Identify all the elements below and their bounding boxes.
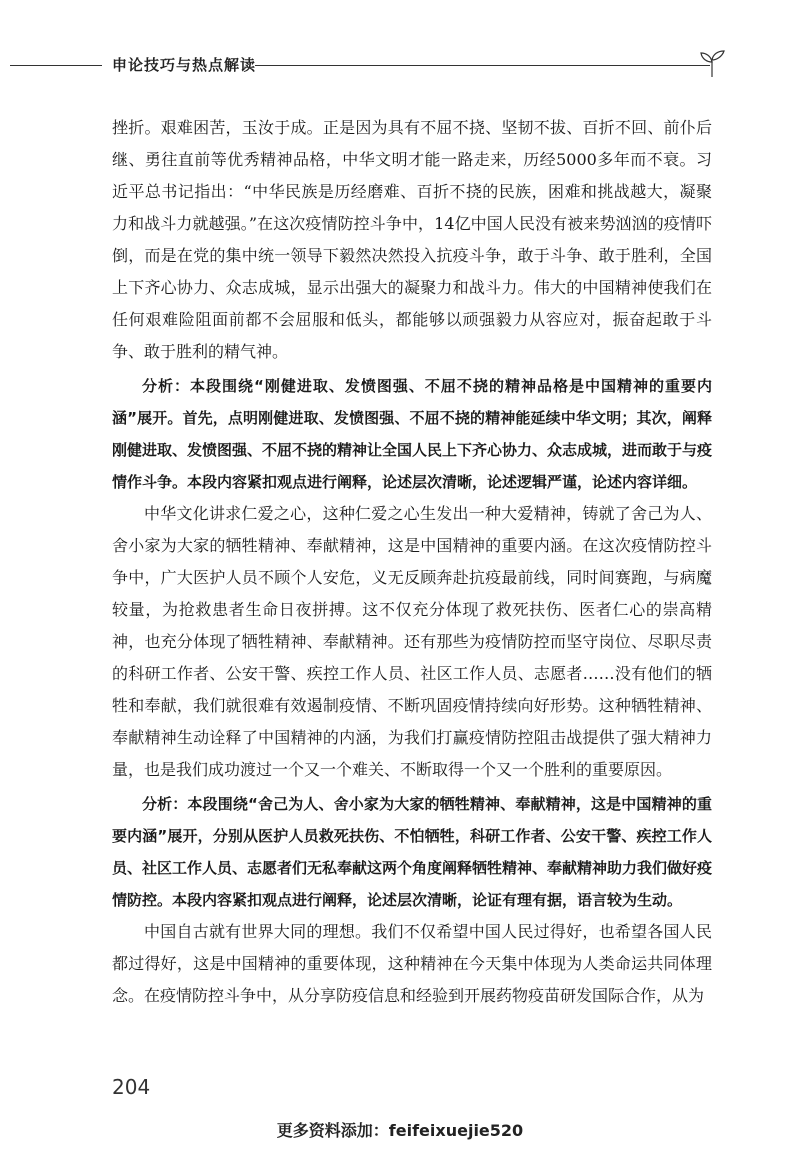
- page-content: [112, 112, 712, 1012]
- header-rule-left: [10, 65, 102, 66]
- body-paragraph-1: 挫折。艰难困苦，玉汝于成。正是因为具有不屈不挠、坚韧不拔、百折不回、前仆后继、勇往直前等优秀精神品格，中华文明才能一路走来，历经5000多年而不衰。习近平总书记指出：“中华民族是历经磨难、百折不挠的民族，困难和挑战越大，凝聚力和战斗力就越强。”在这次疫情防控斗争中，14亿中国人民没有被来势汹汹的疫情吓倒，而是在党的集中统一领导下毅然决然投入抗疫斗争，敢于斗争、敢于胜利，全国上下齐心协力、众志成城，显示出强大的凝聚力和战斗力。伟大的中国精神使我们在任何艰难险阻面前都不会屈服和低头，都能够以顽强毅力从容应对，振奋起敢于斗争、敢于胜利的精气神。: [112, 118, 712, 361]
- analysis-paragraph-1: 分析：本段围绕“刚健进取、发愤图强、不屈不挠的精神品格是中国精神的重要内涵”展开。首先，点明刚健进取、发愤图强、不屈不挠的精神能延续中华文明；其次，阐释刚健进取、发愤图强、不屈不挠的精神让全国人民上下齐心协力、众志成城，进而敢于与疫情作斗争。本段内容紧扣观点进行阐释，论述层次清晰，论述逻辑严谨，论述内容详细。: [112, 377, 713, 491]
- body-paragraph-2: 中华文化讲求仁爱之心，这种仁爱之心生发出一种大爱精神，铸就了舍己为人、舍小家为大家的牺牲精神、奉献精神，这是中国精神的重要内涵。在这次疫情防控斗争中，广大医护人员不顾个人安危，义无反顾奔赴抗疫最前线，同时间赛跑，与病魔较量，为抢救患者生命日夜拼搏。这不仅充分体现了救死扶伤、医者仁心的崇高精神，也充分体现了牺牲精神、奉献精神。还有那些为疫情防控而坚守岗位、尽职尽责的科研工作者、公安干警、疾控工作人员、社区工作人员、志愿者……没有他们的牺牲和奉献，我们就很难有效遏制疫情、不断巩固疫情持续向好形势。这种牺牲精神、奉献精神生动诠释了中国精神的内涵，为我们打赢疫情防控阻击战提供了强大精神力量，也是我们成功渡过一个又一个难关、不断取得一个又一个胜利的重要原因。: [112, 504, 712, 779]
- analysis-paragraph-2: 分析：本段围绕“舍己为人、舍小家为大家的牺牲精神、奉献精神，这是中国精神的重要内涵”展开，分别从医护人员救死扶伤、不怕牺牲，科研工作者、公安干警、疾控工作人员、社区工作人员、志愿者们无私奉献这两个角度阐释牺牲精神、奉献精神助力我们做好疫情防控。本段内容紧扣观点进行阐释，论述层次清晰，论证有理有据，语言较为生动。: [112, 795, 713, 909]
- watermark-text: 更多资料添加：feifeixuejie520: [276, 1121, 524, 1140]
- sprout-icon: [695, 48, 729, 78]
- running-header: [0, 48, 800, 78]
- header-title: 申论技巧与热点解读: [112, 56, 257, 74]
- header-rule-right: [255, 65, 710, 66]
- page-number: 204: [112, 1075, 151, 1099]
- body-paragraph-3: 中国自古就有世界大同的理想。我们不仅希望中国人民过得好，也希望各国人民都过得好，这是中国精神的重要体现，这种精神在今天集中体现为人类命运共同体理念。在疫情防控斗争中，从分享防疫信息和经验到开展药物疫苗研发国际合作，从为: [112, 922, 712, 1005]
